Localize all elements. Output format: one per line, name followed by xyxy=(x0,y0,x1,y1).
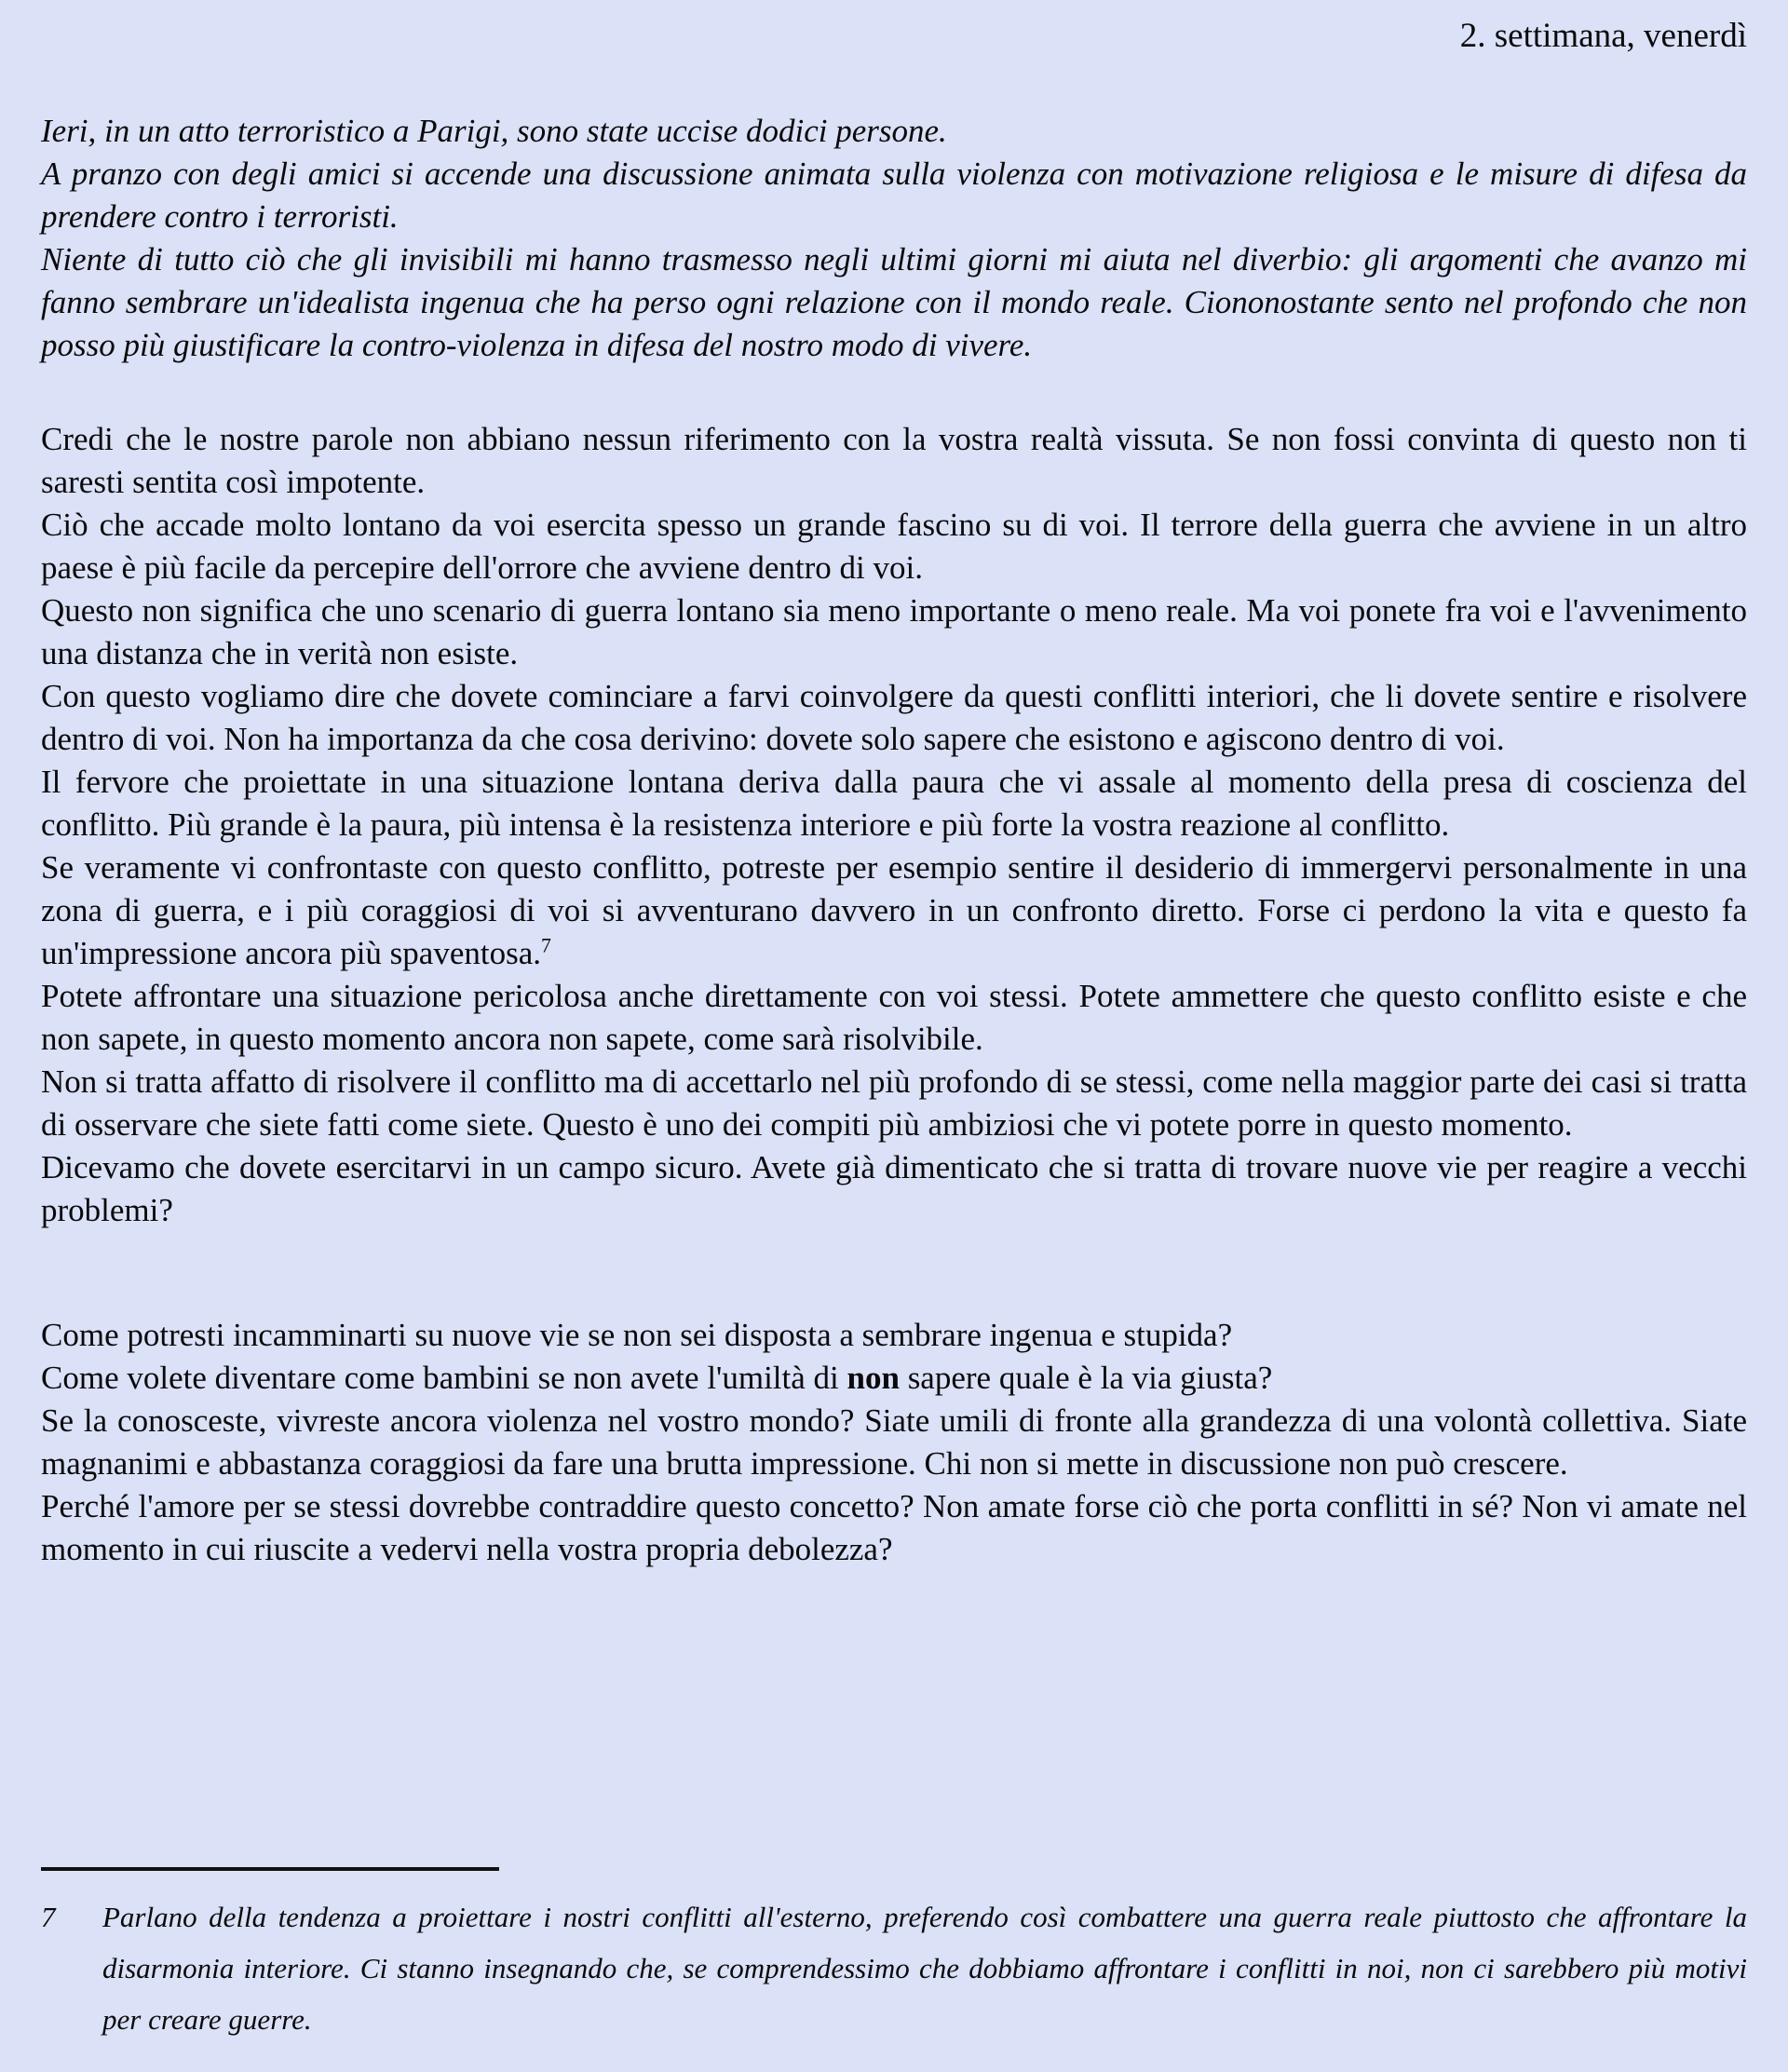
paragraph: Questo non significa che uno scenario di guerra lontano sia meno importante o meno reale. Ma voi ponete fra voi e l'avvenimento una distanza che in verità non esiste. xyxy=(41,592,1747,671)
paragraph: Credi che le nostre parole non abbiano nessun riferimento con la vostra realtà vissuta. Se non fossi convinta di questo non ti saresti sentita così impotente. xyxy=(41,421,1747,500)
paragraph: Come potresti incamminarti su nuove vie se non sei disposta a sembrare ingenua e stupida? xyxy=(41,1317,1233,1353)
paragraph-text: sapere quale è la via giusta? xyxy=(899,1360,1273,1396)
intro-paragraph: Ieri, in un atto terroristico a Parigi, sono state uccise dodici persone. xyxy=(41,113,947,149)
footnote-section xyxy=(41,1867,1747,2045)
paragraph: Non si tratta affatto di risolvere il conflitto ma di accettarlo nel più profondo di se stessi, come nella maggior parte dei casi si tratta di osservare che siete fatti come siete. Questo è uno dei compiti più ambiziosi che vi potete porre in questo momento. xyxy=(41,1063,1747,1143)
footnote-number: 7 xyxy=(41,1901,56,1933)
paragraph: Se la conosceste, vivreste ancora violenza nel vostro mondo? Siate umili di fronte alla grandezza di una volontà collettiva. Siate magnanimi e abbastanza coraggiosi da fare una brutta impressione. Chi non si mette in discussione non può crescere. xyxy=(41,1402,1747,1482)
main-text-block-1 xyxy=(41,418,1747,1232)
intro-paragraph: A pranzo con degli amici si accende una discussione animata sulla violenza con motivazione religiosa e le misure di difesa da prendere contro i terroristi. xyxy=(41,156,1747,235)
paragraph-text: Se veramente vi confrontaste con questo conflitto, potreste per esempio sentire il desiderio di immergervi personalmente in una zona di guerra, e i più coraggiosi di voi si avventurano davvero in un confronto diretto. Forse ci perdono la vita e questo fa un'impressione ancora più spaventosa. xyxy=(41,849,1747,971)
footnote xyxy=(41,1891,1747,2045)
footnote-text: Parlano della tendenza a proiettare i nostri conflitti all'esterno, preferendo così combattere una guerra reale piuttosto che affrontare la disarmonia interiore. Ci stanno insegnando che, se comprendessimo che dobbiamo affrontare i conflitti in noi, non ci sarebbero più motivi per creare guerre. xyxy=(102,1901,1747,2036)
footnote-divider xyxy=(41,1867,499,1871)
paragraph: Dicevamo che dovete esercitarvi in un campo sicuro. Avete già dimenticato che si tratta di trovare nuove vie per reagire a vecchi problemi? xyxy=(41,1149,1747,1228)
main-text-block-2 xyxy=(41,1314,1747,1571)
paragraph: Perché l'amore per se stessi dovrebbe contraddire questo concetto? Non amate forse ciò che porta conflitti in sé? Non vi amate nel momento in cui riuscite a vedervi nella vostra propria debolezza? xyxy=(41,1488,1747,1567)
paragraph: Il fervore che proiettate in una situazione lontana deriva dalla paura che vi assale al momento della presa di coscienza del conflitto. Più grande è la paura, più intensa è la resistenza interiore e più forte la vostra reazione al conflitto. xyxy=(41,764,1747,843)
footnote-reference: 7 xyxy=(541,934,551,957)
intro-paragraph: Niente di tutto ciò che gli invisibili mi hanno trasmesso negli ultimi giorni mi aiuta nel diverbio: gli argomenti che avanzo mi fanno sembrare un'idealista ingenua che ha perso ogni relazione con il mondo reale. Ciononostante sento nel profondo che non posso più giustificare la contro-violenza in difesa del nostro modo di vivere. xyxy=(41,241,1747,363)
diary-intro-section xyxy=(41,110,1747,367)
paragraph: Potete affrontare una situazione pericolosa anche direttamente con voi stessi. Potete ammettere che questo conflitto esiste e che non sapete, in questo momento ancora non sapete, come sarà risolvibile. xyxy=(41,978,1747,1057)
paragraph-text: Come volete diventare come bambini se non avete l'umiltà di xyxy=(41,1360,847,1396)
paragraph-with-bold xyxy=(41,1357,1747,1400)
bold-word: non xyxy=(847,1360,900,1396)
paragraph: Con questo vogliamo dire che dovete cominciare a farvi coinvolgere da questi conflitti interiori, che li dovete sentire e risolvere dentro di voi. Non ha importanza da che cosa derivino: dovete solo sapere che esistono e agiscono dentro di voi. xyxy=(41,678,1747,757)
paragraph-with-footnote-ref xyxy=(41,846,1747,975)
paragraph: Ciò che accade molto lontano da voi esercita spesso un grande fascino su di voi. Il terrore della guerra che avviene in un altro paese è più facile da percepire dell'orrore che avviene dentro di voi. xyxy=(41,507,1747,586)
page-header-date: 2. settimana, venerdì xyxy=(1459,17,1747,55)
